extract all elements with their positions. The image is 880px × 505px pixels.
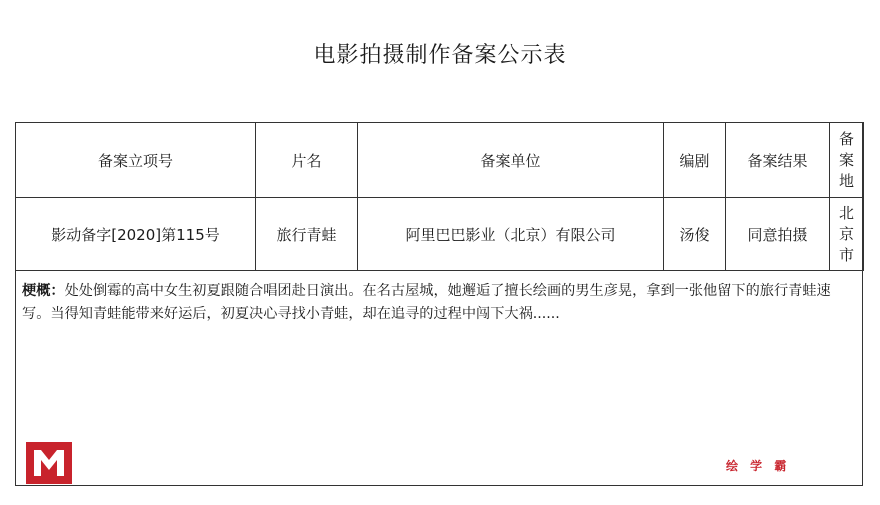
header-record-number: 备案立项号 <box>16 123 256 198</box>
header-location-text: 备案地 <box>838 129 854 190</box>
header-screenwriter: 编剧 <box>664 123 726 198</box>
cell-screenwriter: 汤俊 <box>664 198 726 271</box>
synopsis <box>22 280 858 326</box>
cell-result: 同意拍摄 <box>726 198 830 271</box>
synopsis-text: 处处倒霉的高中女生初夏跟随合唱团赴日演出。在名古屋城，她邂逅了擅长绘画的男生彦晃，拿到一张他留下的旅行青蛙速写。当得知青蛙能带来好运后，初夏决心寻找小青蛙，却在追寻的过程中闯下大祸...... <box>22 283 831 322</box>
page-title: 电影拍摄制作备案公示表 <box>313 43 567 68</box>
cell-location <box>830 198 864 271</box>
header-location <box>830 123 864 198</box>
synopsis-label: 梗概： <box>22 283 65 299</box>
brand-watermark: 绘 学 霸 <box>726 459 791 473</box>
cell-filing-company: 阿里巴巴影业（北京）有限公司 <box>358 198 664 271</box>
header-result: 备案结果 <box>726 123 830 198</box>
header-filing-company: 备案单位 <box>358 123 664 198</box>
cell-location-text: 北京市 <box>838 203 854 264</box>
cell-record-number: 影动备字[2020]第115号 <box>16 198 256 271</box>
logo-icon <box>26 442 72 484</box>
cell-film-title: 旅行青蛙 <box>256 198 358 271</box>
header-film-title: 片名 <box>256 123 358 198</box>
table-row <box>16 198 864 271</box>
record-table <box>15 122 864 271</box>
table-header-row <box>16 123 864 198</box>
